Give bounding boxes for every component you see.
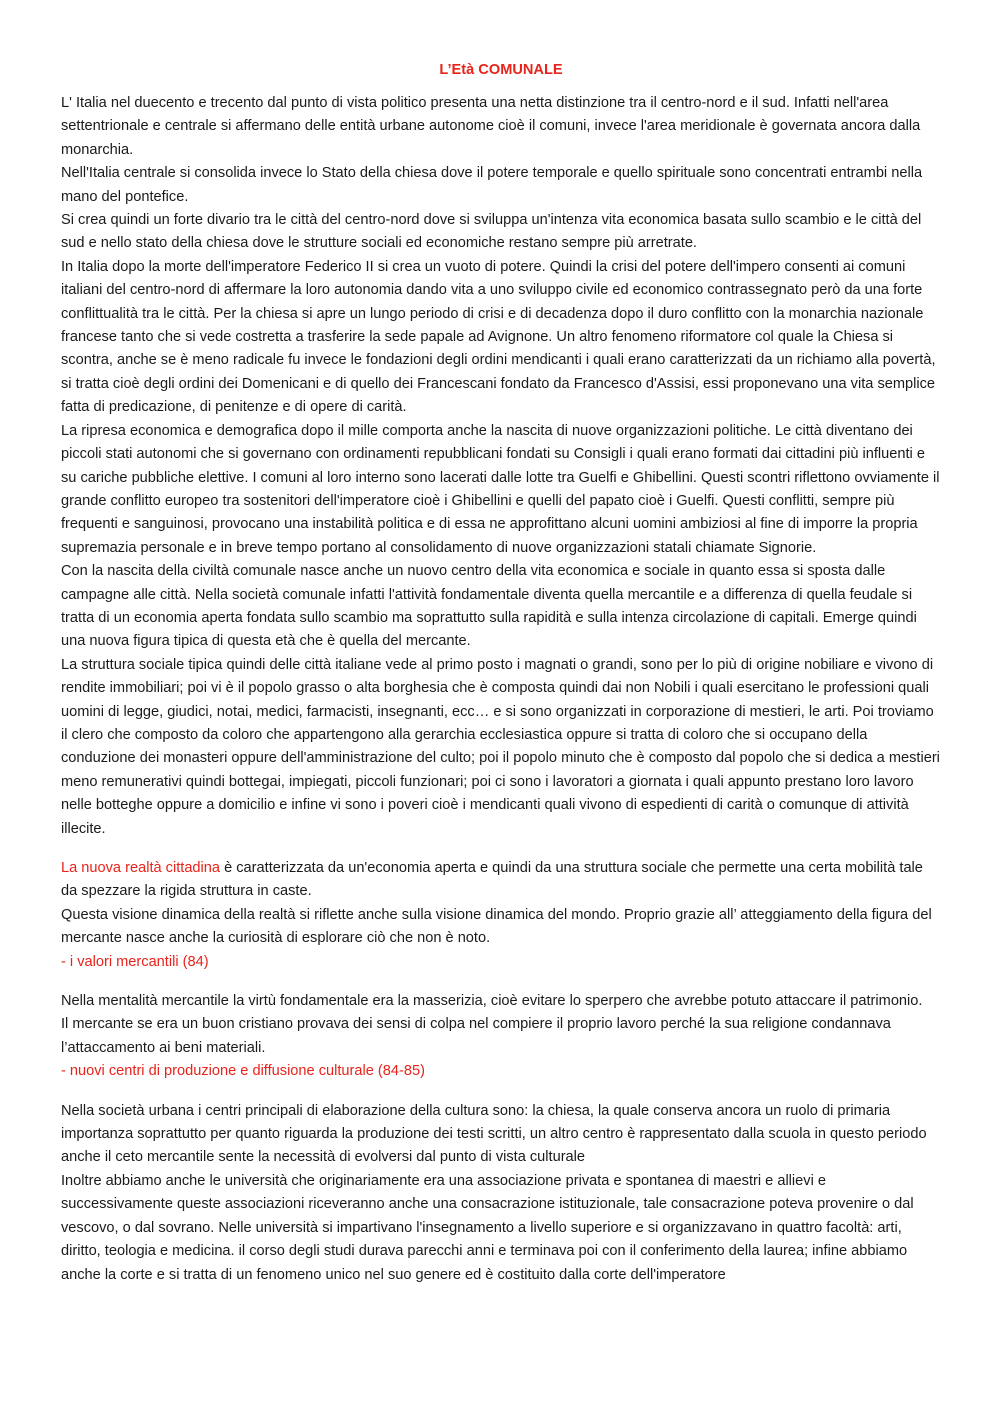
paragraph: Nell'Italia centrale si consolida invece lo Stato della chiesa dove il potere temporale e quello spirituale sono concentrati entrambi nella mano del pontefice. bbox=[61, 165, 923, 205]
paragraph: La struttura sociale tipica quindi delle città italiane vede al primo posto i magnati o grandi, sono per lo più di origine nobiliare e vivono di rendite immobiliari; poi vi è il popolo grasso o alta borghesia che è composta quindi dai non Nobili i quali esercitano le professioni quali uomini di legge, giudici, notai, medici, farmacisti, insegnanti, ecc… e si sono organizzati in corporazione di mestieri, le arti. Poi troviamo il clero che composto da coloro che appartengono alla gerarchia ecclesiastica oppure si tratta di coloro che si occupano della conduzione dei monasteri oppure dell'amministrazione del culto; poi il popolo minuto che è composto dal popolo che si dedica a mestieri meno remunerativi quindi bottegai, impiegati, piccoli funzionari; poi ci sono i lavoratori a giornata i quali appunto prestano loro lavoro nelle botteghe oppure a domicilio e infine vi sono i poveri cioè i mendicanti quali vivono di espedienti di carità o comunque di attività illecite. bbox=[61, 656, 940, 837]
spacer bbox=[61, 1084, 941, 1100]
section-merchant-values bbox=[61, 990, 941, 1084]
section-heading: - i valori mercantili (84) bbox=[61, 953, 209, 970]
section-heading: - nuovi centri di produzione e diffusione culturale (84-85) bbox=[61, 1063, 425, 1080]
paragraph: Questa visione dinamica della realtà si riflette anche sulla visione dinamica del mondo. Proprio grazie all’ atteggiamento della figura del mercante nasce anche la curiosità di esplorare ciò che non è noto. bbox=[61, 906, 932, 947]
paragraph: In Italia dopo la morte dell'imperatore Federico II si crea un vuoto di potere. Quindi la crisi del potere dell'impero consenti ai comuni italiani del centro-nord di affermare la loro autonomia dando vita a uno sviluppo civile ed economico contrassegnato però da una forte conflittualità tra le città. Per la chiesa si apre un lungo periodo di crisi e di decadenza dopo il duro conflitto con la monarchia nazionale francese tanto che si vede costretta a trasferire la sede papale ad Avignone. Un altro fenomeno riformatore col quale la Chiesa si scontra, anche se è meno radicale fu invece le fondazioni degli ordini mendicanti i quali erano caratterizzati da un richiamo alla povertà, si tratta cioè degli ordini dei Domenicani e di quello dei Francescani fondato da Francesco d'Assisi, essi proponevano una vita semplice fatta di predicazione, di penitenze e di opere di carità. bbox=[61, 258, 936, 416]
document-page bbox=[61, 59, 941, 1287]
paragraph: Nella mentalità mercantile la virtù fondamentale era la masserizia, cioè evitare lo sperpero che avrebbe potuto attaccare il patrimonio. bbox=[61, 993, 923, 1010]
paragraph: Il mercante se era un buon cristiano provava dei sensi di colpa nel compiere il proprio lavoro perché la sua religione condannava l’attaccamento ai beni materiali. bbox=[61, 1016, 891, 1056]
paragraph: Nella società urbana i centri principali di elaborazione della cultura sono: la chiesa, la quale conserva ancora un ruolo di primaria importanza soprattutto per quanto riguarda la produzione dei testi scritti, un altro centro è rappresentato dalla scuola in questo periodo anche il ceto mercantile sente la necessità di evolversi dal punto di vista culturale bbox=[61, 1102, 927, 1166]
paragraph: Si crea quindi un forte divario tra le città del centro-nord dove si sviluppa un'intenza vita economica basata sullo scambio e le città del sud e nello stato della chiesa dove le strutture sociali ed economiche restano sempre più arretrate. bbox=[61, 212, 922, 252]
highlight-phrase: La nuova realtà cittadina bbox=[61, 860, 221, 876]
section-cultural-centers bbox=[61, 1100, 941, 1287]
paragraph-text: è caratterizzata da un'economia aperta e quindi da una struttura sociale che permette una certa mobilità tale da spezzare la rigida struttura in caste. bbox=[61, 860, 923, 900]
section-politics bbox=[61, 92, 941, 841]
paragraph: Inoltre abbiamo anche le università che originariamente era una associazione privata e spontanea di maestri e allievi e successivamente queste associazioni riceveranno anche una consacrazione istituzionale, tale consacrazione poteva provenire o dal vescovo, o dal sovrano. Nelle università si impartivano l'insegnamento a livello superiore e si organizzavano in quattro facoltà: arti, diritto, teologia e medicina. il corso degli studi durava parecchi anni e terminava poi con il conferimento della laurea; infine abbiamo anche la corte e si tratta di un fenomeno unico nel suo genere ed è costituito dalla corte dell'imperatore bbox=[61, 1172, 914, 1283]
paragraph bbox=[61, 857, 941, 904]
paragraph: L' Italia nel duecento e trecento dal punto di vista politico presenta una netta distinzione tra il centro-nord e il sud. Infatti nell'area settentrionale e centrale si affermano delle entità urbane autonome cioè il comuni, invece l'area meridionale è governata ancora dalla monarchia. bbox=[61, 95, 921, 158]
paragraph: La ripresa economica e demografica dopo il mille comporta anche la nascita di nuove organizzazioni politiche. Le città diventano dei piccoli stati autonomi che si governano con ordinamenti repubblicani fondati su Consigli i quali erano formati dai cittadini più influenti e su cariche pubbliche elettive. I comuni al loro interno sono lacerati dalle lotte tra Guelfi e Ghibellini. Questi scontri riflettono ovviamente il grande conflitto europeo tra sostenitori dell'imperatore cioè i Ghibellini e quelli del papato cioè i Guelfi. Questi conflitti, sempre più frequenti e sanguinosi, provocano una instabilità politica e di essa ne approfittano alcuni uomini ambiziosi al fine di imporre la propria supremazia personale e in breve tempo portano al consolidamento di nuove organizzazioni statali chiamate Signorie. bbox=[61, 422, 940, 556]
document-title: L’Età COMUNALE bbox=[439, 62, 563, 78]
spacer bbox=[61, 841, 941, 857]
spacer bbox=[61, 974, 941, 990]
paragraph: Con la nascita della civiltà comunale nasce anche un nuovo centro della vita economica e sociale in quanto essa si sposta dalle campagne alle città. Nella società comunale infatti l'attività fondamentale diventa quella mercantile e a differenza di quella feudale si tratta di un economia aperta fondata sullo scambio ma soprattutto sulla rapidità e sulla intenza circolazione di capitali. Emerge quindi una nuova figura tipica di questa età che è quella del mercante. bbox=[61, 563, 917, 650]
section-new-city-reality bbox=[61, 857, 941, 974]
